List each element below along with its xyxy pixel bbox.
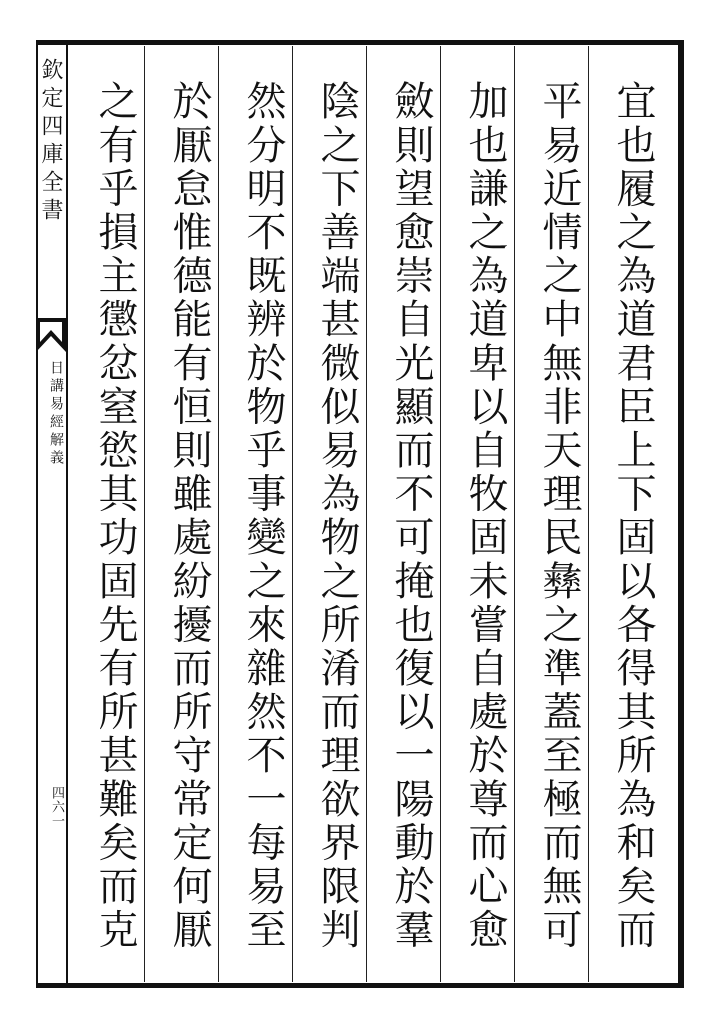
fishtail-mark-icon bbox=[36, 318, 66, 352]
text-column-1: 宜也履之為道君臣上下固以各得其所為和矣而 bbox=[610, 80, 656, 952]
text-column-4: 斂則望愈崇自光顯而不可掩也復以一陽動於羣 bbox=[388, 80, 434, 952]
page-number: 四六一 bbox=[49, 786, 64, 828]
text-column-6: 然分明不既辨於物乎事變之來雜然不一每易至 bbox=[240, 80, 286, 952]
text-column-8: 之有乎損主懲忿窒慾其功固先有所甚難矣而克 bbox=[92, 80, 138, 952]
text-column-2: 平易近情之中無非天理民彝之準蓋至極而無可 bbox=[536, 80, 582, 952]
chapter-title: 日講易經解義 bbox=[48, 360, 64, 468]
text-column-3: 加也謙之為道卑以自牧固未嘗自處於尊而心愈 bbox=[462, 80, 508, 952]
text-column-7: 於厭怠惟德能有恒則雖處紛擾而所守常定何厭 bbox=[166, 80, 212, 952]
book-title: 欽定四庫全書 bbox=[38, 58, 63, 226]
text-column-5: 陰之下善端甚微似易為物之所淆而理欲界限判 bbox=[314, 80, 360, 952]
